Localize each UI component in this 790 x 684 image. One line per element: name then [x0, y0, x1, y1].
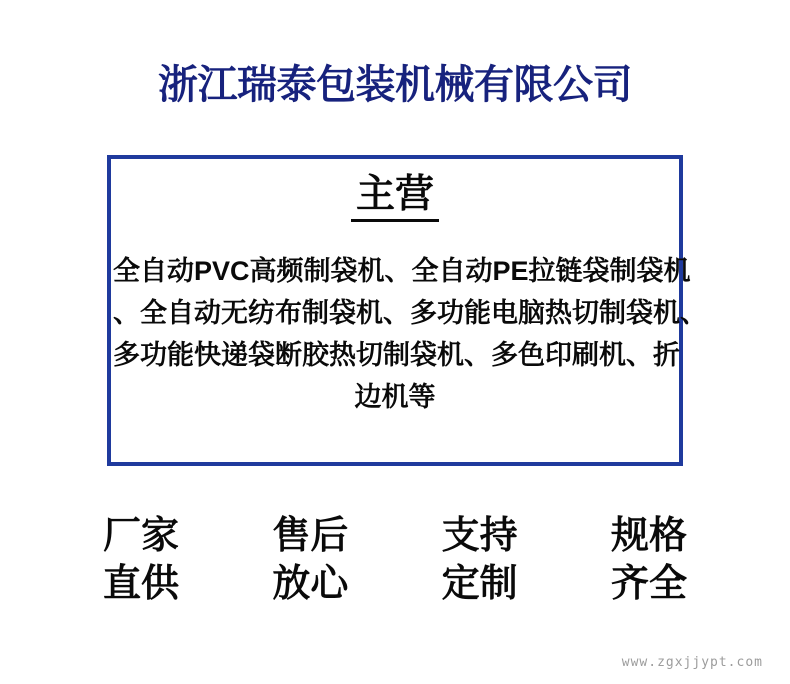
feature-line-top: 厂家 [103, 515, 180, 557]
product-list [111, 250, 707, 418]
product-line-4: 边机等 [354, 382, 436, 412]
feature-line-top: 规格 [610, 515, 687, 557]
feature-line-bottom: 齐全 [610, 563, 687, 605]
watermark-url: www.zgxjjypt.com [621, 655, 763, 670]
product-line-1: 全自动PVC高频制袋机、全自动PE拉链袋制袋机 [113, 256, 691, 286]
selling-points-row [103, 512, 687, 608]
company-title: 浙江瑞泰包装机械有限公司 [158, 63, 632, 107]
feature-line-top: 支持 [441, 515, 518, 557]
feature-full-specs [611, 512, 687, 608]
feature-factory-direct [103, 512, 179, 608]
feature-after-sales [272, 512, 348, 608]
feature-line-bottom: 定制 [441, 563, 518, 605]
feature-customization [442, 512, 518, 608]
feature-line-bottom: 放心 [272, 563, 349, 605]
product-line-3: 多功能快递袋断胶热切制袋机、多色印刷机、折 [113, 340, 680, 370]
feature-line-top: 售后 [272, 515, 349, 557]
main-business-heading-row [111, 175, 679, 222]
main-business-heading: 主营 [351, 175, 439, 222]
main-products-box [107, 155, 707, 466]
product-line-2: 、全自动无纺布制袋机、多功能电脑热切制袋机、 [113, 298, 707, 328]
feature-line-bottom: 直供 [103, 563, 180, 605]
